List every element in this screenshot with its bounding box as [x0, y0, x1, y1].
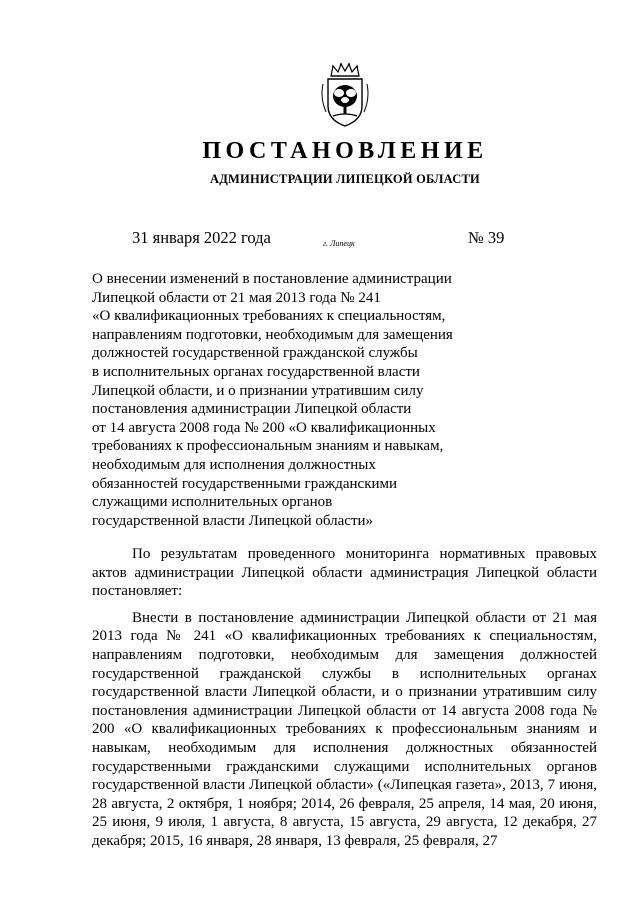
title-line: в исполнительных органах государственной власти — [92, 363, 420, 380]
document-body — [92, 545, 597, 859]
body-paragraph-resolution: Внести в постановление администрации Липецкой области от 21 мая 2013 года № 241 «О квалификационных требованиях к специальностям, направлениям подготовки, необходимым для замещения должностей государственной гражданской службы в исполнительных органах государственной власти Липецкой области, и о признании утратившим силу постановления администрации Липецкой области от 14 августа 2008 года № 200 «О квалификационных требованиях к профессиональным знаниям и навыкам, необходимым для исполнения должностных обязанностей государственными гражданскими служащими исполнительных органов государственной власти Липецкой области» («Липецкая газета», 2013, 7 июня, 28 августа, 2 октября, 1 ноября; 2014, 26 февраля, 25 апреля, 14 мая, 20 июня, 25 июня, 9 июля, 1 августа, 8 августа, 15 августа, 29 августа, 12 декабря, 27 декабря; 2015, 16 января, 28 января, 13 февраля, 25 февраля, 27 — [92, 609, 597, 849]
coat-of-arms-icon — [317, 62, 373, 128]
title-line: Липецкой области от 21 мая 2013 года № 241 — [92, 289, 381, 306]
body-paragraph-preamble: По результатам проведенного мониторинга нормативных правовых актов администрации Липецкой области администрация Липецкой области постановляет: — [92, 546, 597, 600]
title-line: требованиях к профессиональным знаниям и навыкам, — [92, 438, 444, 455]
document-type-heading: ПОСТАНОВЛЕНИЕ — [202, 138, 488, 164]
title-line: государственной власти Липецкой области» — [92, 512, 374, 529]
title-line: постановления администрации Липецкой области — [92, 401, 412, 418]
title-line: обязанностей государственными гражданскими — [92, 475, 398, 492]
title-line: от 14 августа 2008 года № 200 «О квалификационных — [92, 419, 436, 436]
document-date: 31 января 2022 года — [132, 228, 271, 247]
title-line: «О квалификационных требованиях к специальностям, — [92, 308, 446, 325]
title-line: направлениям подготовки, необходимым для замещения — [92, 326, 453, 343]
title-line: необходимым для исполнения должностных — [92, 456, 376, 473]
document-number: № 39 — [468, 228, 505, 247]
document-city: г. Липецк — [323, 239, 355, 248]
title-line: Липецкой области, и о признании утратившим силу — [92, 382, 424, 399]
title-line: О внесении изменений в постановление администрации — [92, 271, 452, 287]
issuer-heading: АДМИНИСТРАЦИИ ЛИПЕЦКОЙ ОБЛАСТИ — [210, 172, 480, 186]
title-line: должностей государственной гражданской службы — [92, 345, 418, 362]
document-title — [92, 270, 522, 530]
title-line: служащими исполнительных органов — [92, 494, 333, 511]
